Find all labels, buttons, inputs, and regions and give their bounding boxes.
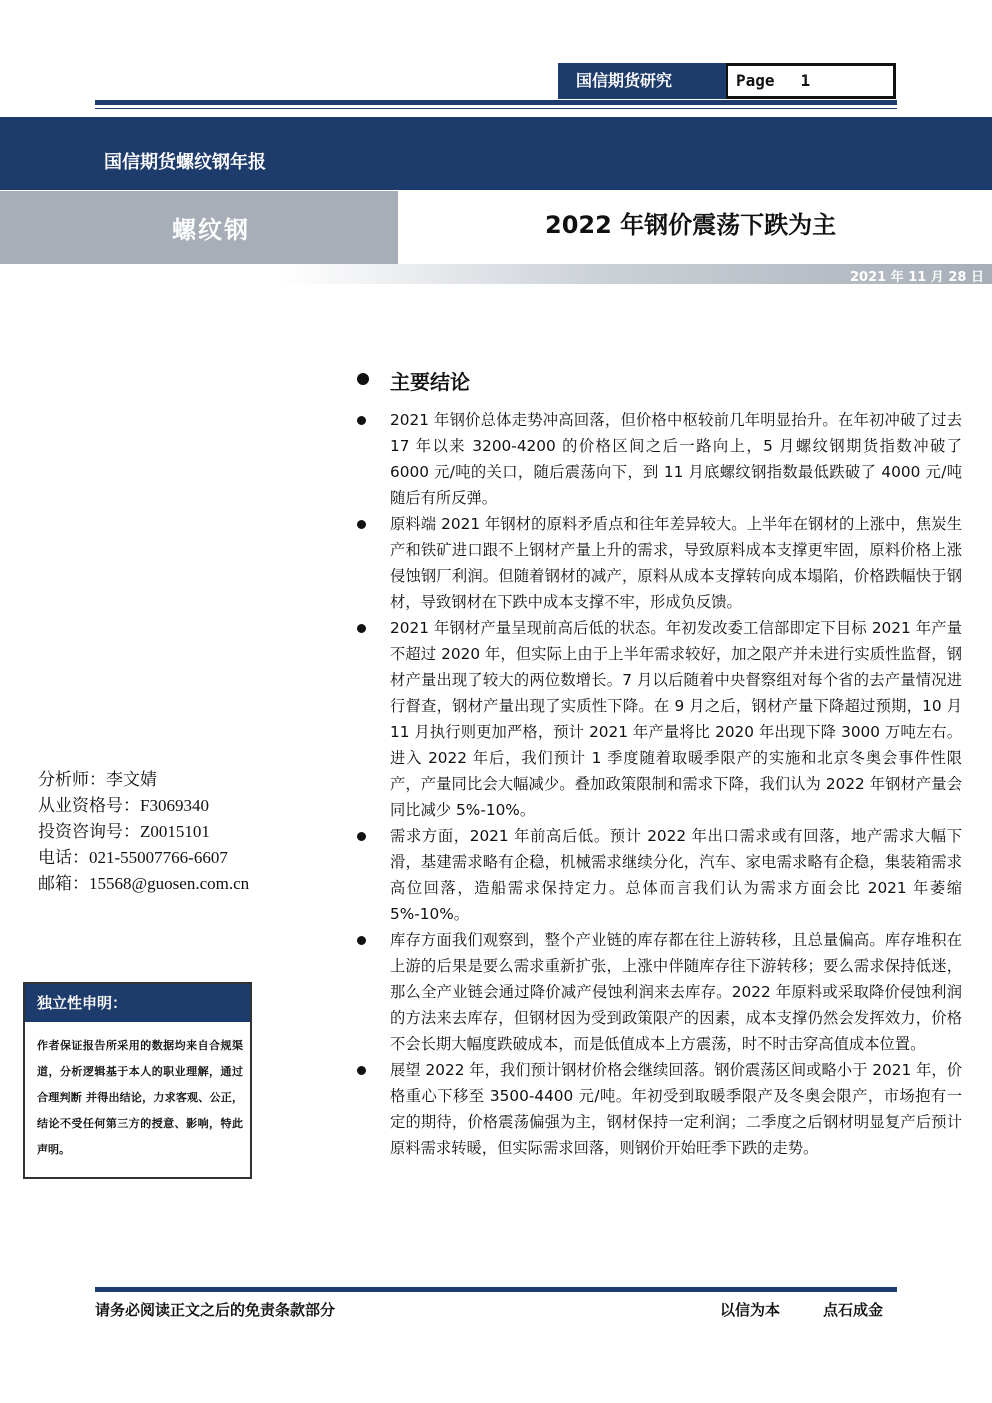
section-heading: 主要结论: [390, 370, 470, 394]
bullet-icon: [357, 624, 366, 633]
paragraph-text: 展望 2022 年，我们预计钢材价格会继续回落。钢价震荡区间或略小于 2021 年，价格重心下移至 3500-4400 元/吨。年初受到取暖季限产及冬奥会限产，市场抱有一定的期待，价格震荡偏强为主，钢材保持一定利润；二季度之后钢材明显复产后预计原料需求转暖，但实际需求回落，则钢价开始旺季下跌的走势。: [390, 1061, 962, 1157]
paragraph-text: 2021 年钢材产量呈现前高后低的状态。年初发改委工信部即定下目标 2021 年产量不超过 2020 年，但实际上由于上半年需求较好，加之限产并未进行实质性监督，钢材产量出现了较大的两位数增长。7 月以后随着中央督察组对每个省的去产量情况进行督查，钢材产量出现了实质性下降。在 9 月之后，钢材产量下降超过预期，10 月 11 月执行则更加严格，预计 2021 年产量将比 2020 年出现下降 3000 万吨左右。进入 2022 年后，我们预计 1 季度随着取暖季限产的实施和北京冬奥会事件性限产，产量同比会大幅减少。叠加政策限制和需求下降，我们认为 2022 年钢材产量会同比减少 5%-10%。: [390, 619, 962, 819]
page-title: 2022 年钢价震荡下跌为主: [545, 211, 837, 239]
analyst-phone: 电话：021-55007766-6607: [38, 848, 228, 867]
footer-motto-2: 点石成金: [823, 1301, 884, 1319]
list-item: [357, 823, 962, 927]
paragraph-text: 需求方面，2021 年前高后低。预计 2022 年出口需求或有回落，地产需求大幅下滑，基建需求略有企稳，机械需求继续分化，汽车、家电需求略有企稳，集装箱需求高位回落，造船需求保持定力。总体而言我们认为需求方面会比 2021 年萎缩 5%-10%。: [390, 827, 962, 923]
date-bar: [0, 264, 992, 284]
page-indicator: [726, 63, 896, 99]
category-label: 螺纹钢: [172, 216, 250, 244]
analyst-email: 邮箱：15568@guosen.com.cn: [38, 874, 250, 893]
brand-tab: 国信期货研究: [558, 63, 726, 99]
list-item: [357, 1057, 962, 1161]
list-item: [357, 511, 962, 615]
independence-text: 作者保证报告所采用的数据均来自合规渠道，分析逻辑基于本人的职业理解，通过合理判断 并得出结论，力求客观、公正，结论不受任何第三方的授意、影响，特此声明。: [37, 1039, 243, 1156]
bullet-icon: [357, 1066, 366, 1075]
paragraph-text: 2021 年钢价总体走势冲高回落，但价格中枢较前几年明显抬升。在年初冲破了过去 17 年以来 3200-4200 的价格区间之后一路向上，5 月螺纹钢期货指数冲破了 6000 元/吨的关口，随后震荡向下，到 11 月底螺纹钢指数最低跌破了 4000 元/吨随后有所反弹。: [390, 411, 962, 507]
page-number: 1: [800, 71, 811, 90]
list-item: [357, 407, 962, 511]
bullet-icon: [357, 520, 366, 529]
footer-rule: [95, 1287, 897, 1292]
independence-heading: 独立性申明：: [25, 984, 250, 1022]
bullet-icon: [357, 416, 366, 425]
conclusions-list: [357, 407, 962, 1161]
paragraph-text: 原料端 2021 年钢材的原料矛盾点和往年差异较大。上半年在钢材的上涨中，焦炭生产和铁矿进口跟不上钢材产量上升的需求，导致原料成本支撑更牢固，原料价格上涨侵蚀钢厂利润。但随着钢材的减产，原料从成本支撑转向成本塌陷，价格跌幅快于钢材，导致钢材在下跌中成本支撑不牢，形成负反馈。: [390, 515, 962, 611]
report-date: 2021 年 11 月 28 日: [850, 270, 984, 285]
analyst-license: 从业资格号：F3069340: [38, 796, 209, 815]
list-item: [357, 927, 962, 1057]
header-rule-thin: [95, 108, 897, 109]
analyst-consult-number: 投资咨询号：Z0015101: [38, 822, 210, 841]
bullet-icon: [357, 936, 366, 945]
analyst-info: [38, 767, 249, 897]
section-bullet-icon: [357, 373, 369, 385]
analyst-name: 分析师：李文婧: [38, 770, 157, 789]
header-rule: [95, 100, 897, 105]
paragraph-text: 库存方面我们观察到，整个产业链的库存都在往上游转移，且总量偏高。库存堆积在上游的后果是要么需求重新扩张，上涨中伴随库存往下游转移；要么需求保持低迷，那么全产业链会通过降价减产侵蚀利润来去库存。2022 年原料或采取降价侵蚀利润的方法来去库存，但钢材因为受到政策限产的因素，成本支撑仍然会发挥效力，价格不会长期大幅度跌破成本，而是低值成本上方震荡，时不时击穿高值成本位置。: [390, 931, 962, 1053]
report-series-title: 国信期货螺纹钢年报: [104, 152, 266, 173]
footer-disclaimer: 请务必阅读正文之后的免责条款部分: [95, 1301, 336, 1319]
footer-motto-1: 以信为本: [720, 1301, 781, 1319]
page-label: Page: [736, 71, 775, 90]
bullet-icon: [357, 832, 366, 841]
list-item: [357, 615, 962, 823]
